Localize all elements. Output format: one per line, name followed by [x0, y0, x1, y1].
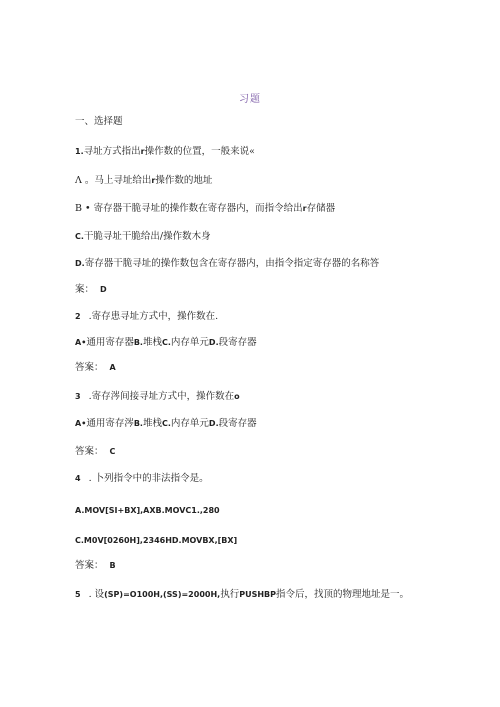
- q1-option-b-part: r: [302, 204, 307, 213]
- q5-stem-part: . 设: [88, 589, 105, 600]
- q3-option-part: C.: [161, 419, 171, 428]
- q1-option-a: [75, 175, 212, 187]
- q3-option-part: 内存单元: [170, 418, 209, 429]
- q2-answer-value: A: [109, 363, 116, 372]
- q3-option-part: D.: [208, 419, 219, 428]
- q1-stem: [75, 146, 255, 158]
- q1-stem-part: 寻址方式指出: [83, 146, 141, 157]
- q3-stem-end: o: [234, 392, 240, 401]
- q2-option-part: 通用寄存器: [86, 337, 134, 348]
- q1-option-d-letter: D.: [75, 259, 85, 268]
- q2-stem: [75, 311, 218, 323]
- q3-answer-value: C: [109, 447, 116, 456]
- q4-answer: [75, 560, 116, 572]
- q2-option-part: B.: [133, 338, 143, 347]
- q1-option-b-part: B • 寄存器干脆寻址的操作数在寄存器内，而指令给出: [75, 203, 303, 214]
- q2-answer-label: 答案：: [75, 362, 104, 373]
- q3-option-part: 段寄存器: [218, 418, 257, 429]
- q4-options-line-1: A.MOV[SI+BX],AXB.MOVC1.,280: [75, 506, 220, 515]
- q2-options: [75, 337, 257, 349]
- q5-number: 5: [75, 590, 81, 599]
- q1-option-c-letter: C.: [75, 232, 84, 241]
- q3-option-part: A•: [75, 419, 87, 428]
- q3-option-part: 堆栈: [142, 418, 162, 429]
- q4-answer-label: 答案：: [75, 560, 104, 571]
- q5-stem-part: (SP)=O100H,(SS)=2000H,: [104, 590, 221, 599]
- q1-option-d: [75, 258, 379, 270]
- q2-option-part: C.: [161, 338, 171, 347]
- section-heading: 一、选择题: [75, 116, 123, 127]
- q4-stem-text: . 卜列指令中的非法指令是。: [88, 473, 209, 484]
- q4-stem: [75, 473, 209, 485]
- q3-stem-text: .寄存涔间接寻址方式中，操作数在: [88, 391, 235, 402]
- q4-options-line-2: C.M0V[0260H],2346HD.MOVBX,[BX]: [75, 536, 238, 545]
- q1-option-c: [75, 231, 211, 243]
- q1-option-a-part: r: [151, 176, 156, 185]
- q2-option-part: 堆栈: [142, 337, 162, 348]
- q3-option-part: 通用寄存涔: [86, 418, 134, 429]
- q1-option-c-text: 干脆寻址干脆给出/操作数木身: [83, 231, 211, 242]
- q2-option-part: D.: [208, 338, 219, 347]
- q1-option-b: [75, 203, 335, 215]
- q2-option-part: 内存单元: [170, 337, 209, 348]
- q1-option-a-part: Λ 。马上寻址给出: [75, 175, 152, 186]
- q3-answer-label: 答案：: [75, 446, 104, 457]
- q2-answer: [75, 362, 116, 374]
- q2-option-part: 段寄存器: [218, 337, 257, 348]
- q2-stem-text: .寄存患寻址方式中，操作数在.: [88, 311, 219, 322]
- q1-option-a-part: 操作数的地址: [155, 175, 213, 186]
- q1-option-b-part: 存储器: [306, 203, 336, 214]
- q3-stem: [75, 391, 240, 403]
- q5-stem-part: 执行: [220, 589, 240, 600]
- q1-option-d-text: 寄存器干脆寻址的操作数包含在寄存器内，由指令指定寄存器的名称答: [84, 258, 380, 269]
- q5-stem: [75, 589, 409, 601]
- q3-option-part: B.: [133, 419, 143, 428]
- q1-stem-part: 操作数的位置，一般来说«: [144, 146, 255, 157]
- q2-option-part: A•: [75, 338, 87, 347]
- q3-number: 3: [75, 392, 81, 401]
- q2-number: 2: [75, 312, 81, 321]
- q1-number: 1.: [75, 147, 84, 156]
- q4-number: 4: [75, 474, 81, 483]
- q5-stem-part: 指令后，找顶的物理地址是一。: [275, 589, 409, 600]
- q4-answer-value: B: [109, 561, 116, 570]
- q1-answer-value: D: [100, 285, 107, 294]
- page-title: 习题: [239, 94, 261, 105]
- q3-answer: [75, 446, 115, 458]
- q3-options: [75, 418, 257, 430]
- q1-answer: [75, 284, 107, 296]
- q5-stem-part: PUSHBP: [239, 590, 276, 599]
- q1-answer-label: 案：: [75, 284, 95, 295]
- q1-stem-part: r: [140, 147, 145, 156]
